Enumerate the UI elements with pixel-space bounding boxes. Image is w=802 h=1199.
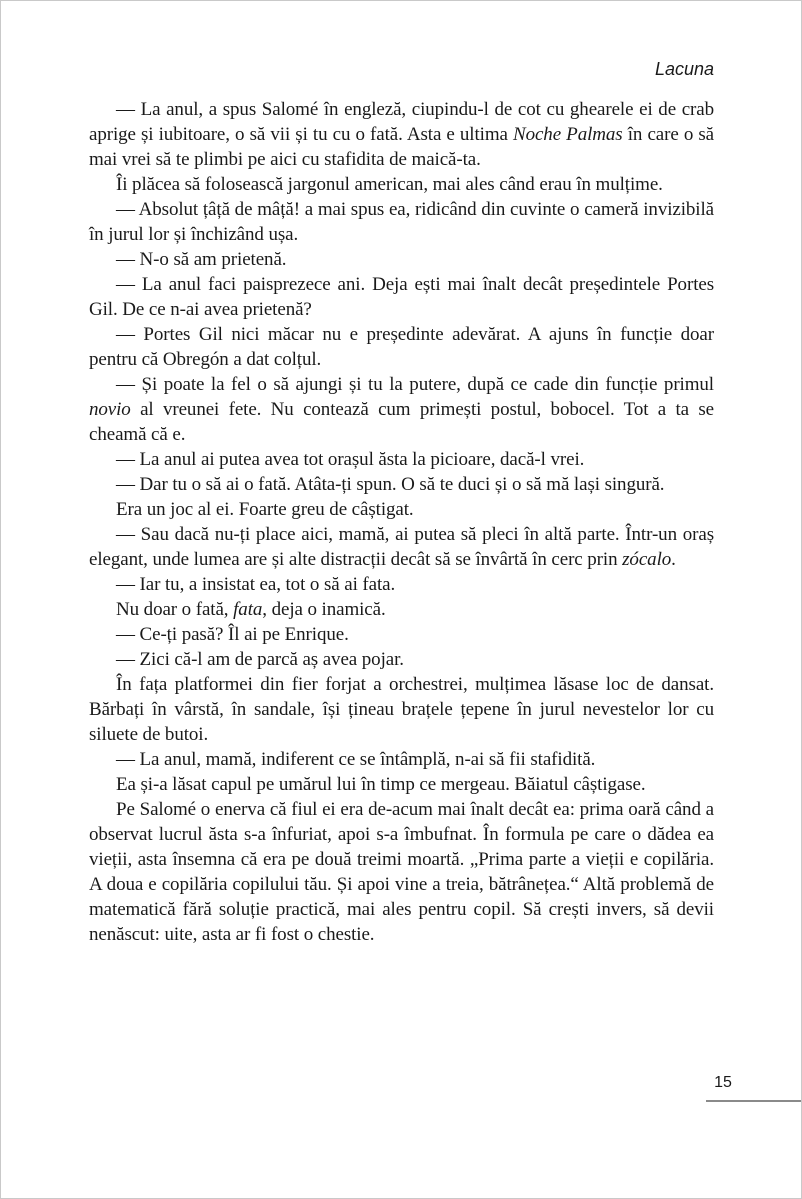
paragraph bbox=[89, 522, 714, 572]
paragraph bbox=[89, 197, 714, 247]
text-run: — La anul ai putea avea tot orașul ăsta la picioare, dacă-l vrei. bbox=[116, 449, 585, 470]
text-run: . bbox=[671, 549, 676, 570]
paragraph bbox=[89, 772, 714, 797]
text-run: — La anul, a spus Salomé în engleză, ciupindu-l de cot cu ghearele ei de crab aprige și iubitoare, o să vii și tu cu o fată. Asta e ultima bbox=[89, 99, 714, 145]
text-run: — Și poate la fel o să ajungi și tu la putere, după ce cade din funcție primul bbox=[116, 374, 714, 395]
text-run: — Dar tu o să ai o fată. Atâta-ți spun. O să te duci și o să mă lași singură. bbox=[116, 474, 665, 495]
paragraph bbox=[89, 97, 714, 172]
paragraph bbox=[89, 672, 714, 747]
italic-phrase: novio bbox=[89, 399, 131, 420]
page-number: 15 bbox=[714, 1074, 732, 1091]
paragraph bbox=[89, 597, 714, 622]
paragraph bbox=[89, 647, 714, 672]
text-run: , deja o inamică. bbox=[262, 599, 386, 620]
paragraph bbox=[89, 447, 714, 472]
text-run: — Absolut țâță de mâță! a mai spus ea, ridicând din cuvinte o cameră invizibilă în jurul lor și închizând ușa. bbox=[89, 199, 714, 245]
text-run: — La anul, mamă, indiferent ce se întâmplă, n-ai să fii stafidită. bbox=[116, 749, 596, 770]
text-run: — N-o să am prietenă. bbox=[116, 249, 287, 270]
text-run: Ea și-a lăsat capul pe umărul lui în timp ce mergeau. Băiatul câștigase. bbox=[116, 774, 646, 795]
paragraph bbox=[89, 572, 714, 597]
text-run: Nu doar o fată, bbox=[116, 599, 234, 620]
paragraph bbox=[89, 272, 714, 322]
running-title: Lacuna bbox=[654, 59, 714, 79]
text-run: — Ce-ți pasă? Îl ai pe Enrique. bbox=[116, 624, 349, 645]
text-block bbox=[89, 97, 714, 947]
text-run: — La anul faci paisprezece ani. Deja ești mai înalt decât președintele Portes Gil. De ce n-ai avea prietenă? bbox=[89, 274, 714, 320]
text-run: Îi plăcea să folosească jargonul american, mai ales când erau în mulțime. bbox=[116, 174, 663, 195]
text-run: al vreunei fete. Nu contează cum primești postul, bobocel. Tot a ta se cheamă că e. bbox=[89, 399, 714, 445]
paragraph bbox=[89, 247, 714, 272]
text-run: — Iar tu, a insistat ea, tot o să ai fata. bbox=[116, 574, 396, 595]
paragraph bbox=[89, 472, 714, 497]
text-run: în care o să mai vrei să te plimbi pe aici cu stafidita de maică-ta. bbox=[89, 124, 715, 170]
text-run: — Zici că-l am de parcă aș avea pojar. bbox=[116, 649, 404, 670]
paragraph bbox=[89, 372, 714, 447]
text-run: Pe Salomé o enerva că fiul ei era de-acum mai înalt decât ea: prima oară când a observat lucrul ăsta s-a înfuriat, apoi s-a îmbufnat. În formula pe care o dădea ea vieții, asta însemna că era pe două treimi moartă. „Prima parte a vieții e copilăria. A doua e copilăria copilului tău. Și apoi vine a treia, bătrânețea.“ Altă problemă de matematică fără soluție practică, mai ales pentru copil. Să crești invers, să devii nenăscut: uite, asta ar fi fost o chestie. bbox=[89, 799, 714, 945]
italic-phrase: fata bbox=[233, 599, 263, 620]
italic-phrase: Noche Palmas bbox=[513, 124, 623, 145]
paragraph bbox=[89, 172, 714, 197]
text-run: — Sau dacă nu-ți place aici, mamă, ai putea să pleci în altă parte. Într-un oraș elegant, unde lumea are și alte distracții decât să se învârtă în cerc prin bbox=[89, 524, 714, 570]
text-run: Era un joc al ei. Foarte greu de câștigat. bbox=[116, 499, 414, 520]
italic-phrase: zócalo bbox=[622, 549, 672, 570]
text-run: — Portes Gil nici măcar nu e președinte adevărat. A ajuns în funcție doar pentru că Obregón a dat colțul. bbox=[89, 324, 714, 370]
paragraph bbox=[89, 797, 714, 947]
paragraph bbox=[89, 497, 714, 522]
footer-rule bbox=[706, 1100, 802, 1102]
paragraph bbox=[89, 322, 714, 372]
paragraph bbox=[89, 622, 714, 647]
text-run: În fața platformei din fier forjat a orchestrei, mulțimea lăsase loc de dansat. Bărbați în vârstă, în sandale, își țineau brațele țepene în jurul nevestelor lor cu siluete de butoi. bbox=[89, 674, 714, 745]
paragraph bbox=[89, 747, 714, 772]
